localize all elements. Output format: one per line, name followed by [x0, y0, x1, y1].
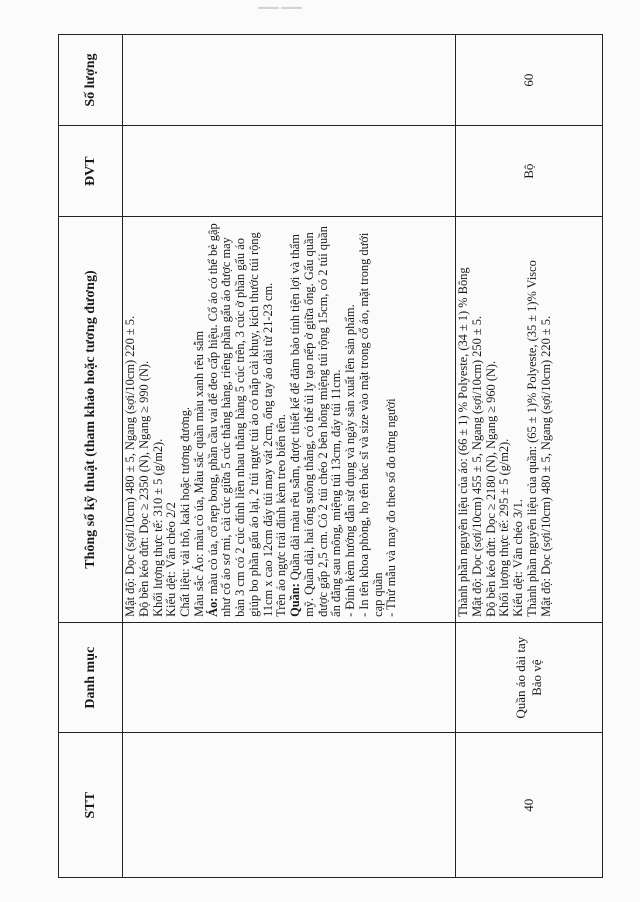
- item-name-line: Quần áo dài tay: [513, 636, 528, 719]
- header-stt: STT: [59, 733, 123, 878]
- table-header-row: [59, 35, 123, 878]
- cell-so-luong: 60: [456, 35, 603, 126]
- bullet-line: - In tên khoa phòng, họ tên bác sĩ và size vào mặt trong cổ áo, mặt trong dưới cạp quần: [356, 232, 385, 617]
- spec-line: Kiểu dệt: Vân chéo 2/2: [164, 502, 179, 617]
- ao-text: màu cỏ úa, cổ nẹp bong, phần cầu vai để đeo cấp hiệu. Cổ áo có thể bẻ gập như cổ áo sơ mi, cài cúc giữa 5 cúc thẳng hàng, riêng phần gấu áo được may bản 3 cm có 2 cúc đính liền nhau thẳng hàng 5 cúc trên, 3 cúc ở phần gấu áo giúp bo phần gấu áo lại, 2 túi ngực túi áo có nắp cài khuy, kích thước túi rộng 11cm x cao 12cm đáy túi may vát 2cm, ống tay áo dài từ 21-23 cm.: [205, 223, 275, 617]
- item-name-line: Bảo vệ: [529, 659, 544, 696]
- spec-line: Chất liệu: vải thô, kaki hoặc tương đương.: [178, 406, 192, 617]
- cell-dvt-empty: [123, 126, 456, 217]
- quan-text: Quần dài màu rêu sẫm, được thiết kế để đảm bảo tính tiện lợi và thẩm mỹ. Quần dài, hai ống suông thẳng, có thể ủi ly tạo nếp ở giữa ống. Gấu quần được gấp 2,5 cm. Có 2 túi chéo 2 bên hông miệng túi rộng 15cm, có 2 túi quần ẩn đằng sau mông, miệng túi 13cm, đáy túi 11cm.: [288, 226, 344, 617]
- spec-line: Thành phần nguyên liệu của quần: (65 ± 1)% Polyeste, (35 ± 1)% Visco: [524, 260, 539, 617]
- cell-stt-empty: [123, 733, 456, 878]
- spec-line: Mật độ: Dọc (sợi/10cm) 480 ± 5, Ngang (sợi/10cm) 220 ± 5.: [538, 315, 553, 617]
- bullet-line: - Thử mẫu và may đo theo số đo từng người: [384, 398, 399, 617]
- spec-line: Thành phần nguyên liệu của áo: (66 ± 1) % Polyeste, (34 ± 1) % Bông: [456, 267, 470, 617]
- spec-line: Độ bền kéo đứt: Dọc ≥ 2180 (N), Ngang ≥ 960 (N).: [483, 360, 498, 617]
- table-row-continued: [123, 35, 456, 878]
- cell-stt: 40: [456, 733, 603, 878]
- header-so-luong: Số lượng: [59, 35, 123, 126]
- rotated-table-container: [58, 34, 602, 878]
- spec-line: Mật độ: Dọc (sợi/10cm) 480 ± 5, Ngang (sợi/10cm) 220 ± 5.: [123, 315, 137, 617]
- header-danh-muc: Danh mục: [59, 622, 123, 733]
- quan-paragraph: [289, 221, 344, 617]
- spec-table: [58, 34, 603, 878]
- bleed-through-mark: ▬▬▬ ▬▬▬: [258, 4, 302, 11]
- spec-line: Trên áo ngực trái đính kèm treo biển tên.: [274, 414, 289, 617]
- cell-dvt: Bộ: [456, 126, 603, 217]
- ao-label: Áo:: [205, 597, 220, 617]
- spec-lines: [124, 221, 399, 617]
- spec-line: Khối lượng thực tế: 295 ± 5 (g/m2).: [497, 438, 512, 617]
- spec-line: Mật độ: Dọc (sợi/10cm) 455 ± 5, Ngang (sợi/10cm) 250 ± 5.: [469, 315, 484, 617]
- cell-danh-muc: [456, 622, 603, 733]
- cell-technical-spec: [456, 217, 603, 623]
- header-thong-so: Thông số kỹ thuật (tham khảo hoặc tương đương): [59, 217, 123, 623]
- ao-paragraph: [207, 221, 276, 617]
- spec-line: Khối lượng thực tế: 310 ± 5 (g/m2).: [150, 438, 165, 617]
- bullet-line: - Đính kèm hướng dẫn sử dụng và ngày sản xuất lên sản phẩm.: [343, 304, 357, 617]
- quan-label: Quần:: [288, 583, 302, 617]
- table-row-40: [456, 35, 603, 878]
- header-dvt: ĐVT: [59, 126, 123, 217]
- spec-line: Độ bền kéo đứt: Dọc ≥ 2350 (N), Ngang ≥ 990 (N).: [136, 360, 151, 617]
- cell-danh-muc-empty: [123, 622, 456, 733]
- cell-technical-spec: [123, 217, 456, 623]
- cell-so-luong-empty: [123, 35, 456, 126]
- spec-line: Màu sắc Áo: màu cỏ úa, Màu sắc quần màu xanh rêu sẫm: [191, 330, 206, 617]
- spec-line: Kiểu dệt: Vân chéo 3/1.: [511, 499, 525, 617]
- bleed-through-mark: ·: [18, 40, 20, 46]
